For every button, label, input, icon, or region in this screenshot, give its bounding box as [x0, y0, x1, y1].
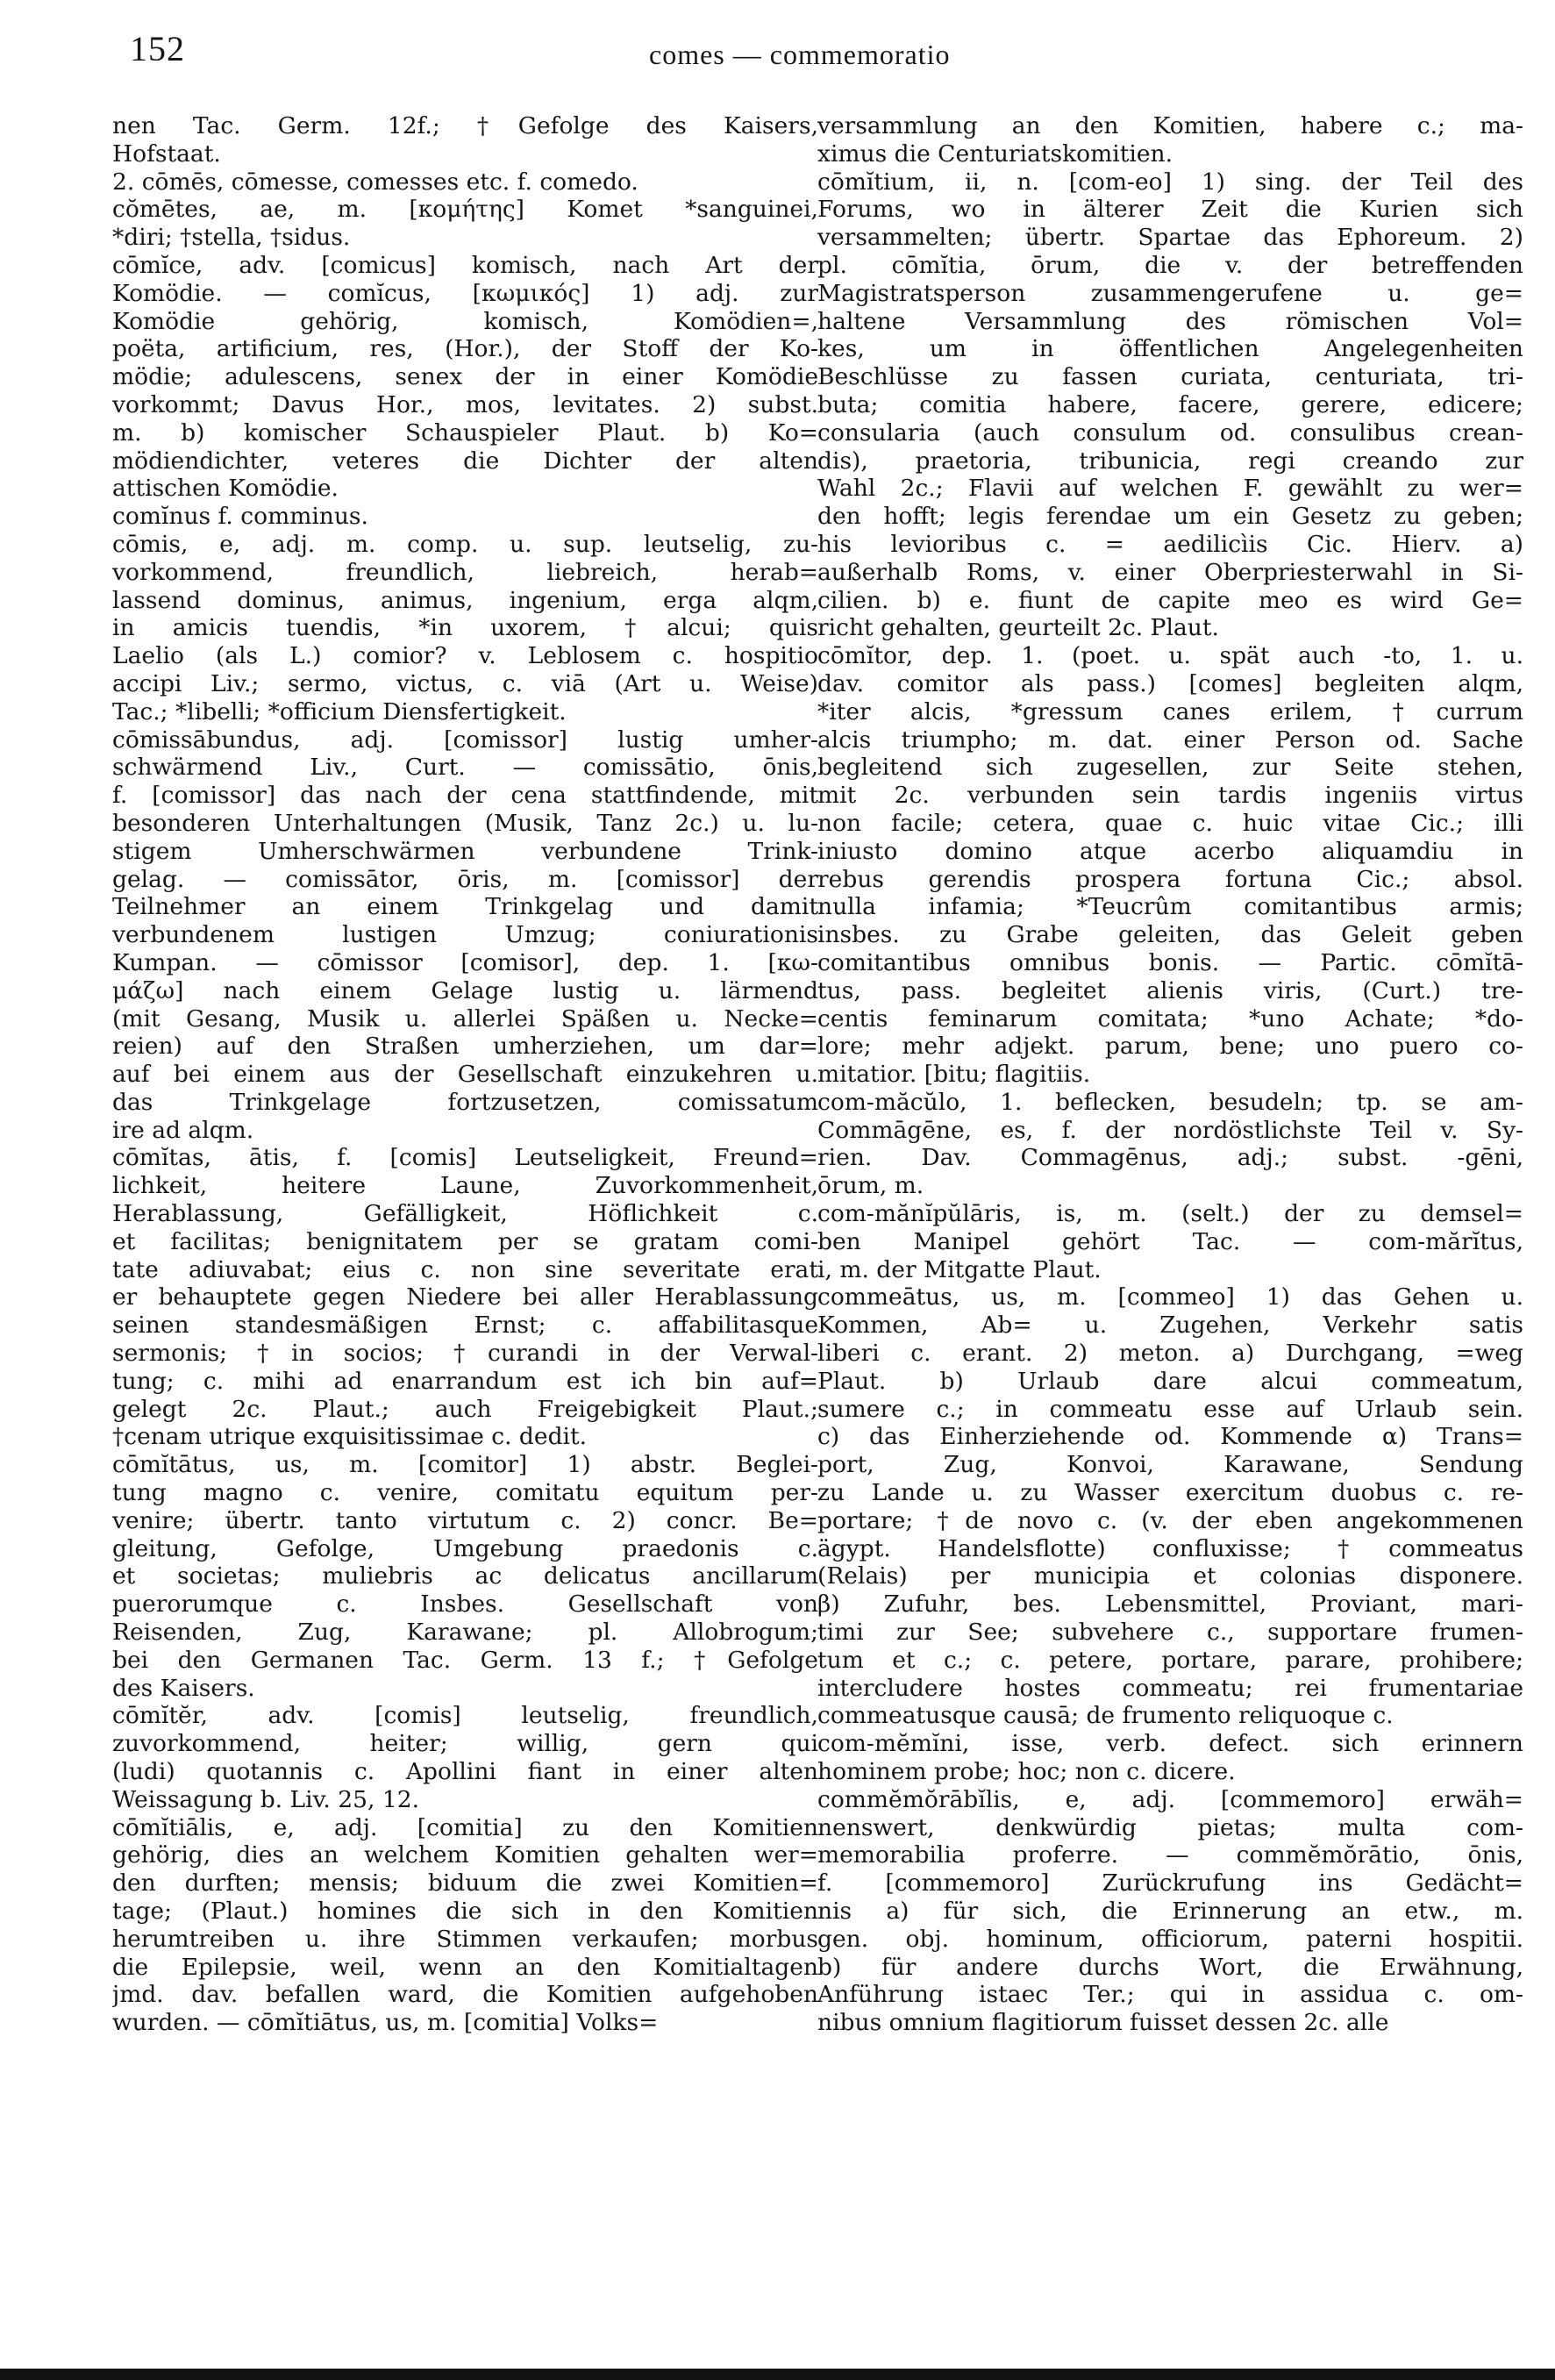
text-line: zuvorkommend, heiter; willig, gern qui — [112, 1730, 818, 1758]
text-line: timi zur See; subvehere c., supportare frumen- — [817, 1619, 1523, 1647]
text-line: *diri; †stella, †sidus. — [112, 224, 351, 252]
text-line: dav. comitor als pass.) [comes] begleiten alqm, — [817, 669, 1523, 697]
page-number: 152 — [130, 29, 185, 68]
text-line: i, m. der Mitgatte Plaut. — [817, 1255, 1102, 1283]
text-line: †cenam utrique exquisitissimae c. dedit. — [112, 1423, 588, 1451]
text-line: Hofstaat. — [112, 139, 221, 168]
text-line: cōmĭce, adv. [comicus] komisch, nach Art der — [112, 251, 818, 279]
text-line: ōrum, m. — [817, 1172, 924, 1200]
text-line: cōmĭtĕr, adv. [comis] leutselig, freundlich, — [112, 1702, 818, 1730]
text-line: β) Zufuhr, bes. Lebensmittel, Proviant, mari- — [817, 1590, 1523, 1619]
text-line: cōmis, e, adj. m. comp. u. sup. leutselig, zu- — [112, 530, 818, 558]
text-line: his levioribus c. = aedilicìis Cic. Hierv. a) — [817, 530, 1523, 558]
text-line: des Kaisers. — [112, 1674, 255, 1702]
text-line: schwärmend Liv., Curt. — comissātio, ōnis, — [112, 754, 818, 782]
text-line: cilien. b) e. fiunt de capite meo es wird Ge= — [817, 586, 1523, 614]
text-line: liberi c. erant. 2) meton. a) Durchgang, =weg — [817, 1340, 1523, 1368]
text-line: cŏmētes, ae, m. [κομήτης] Komet *sanguinei, — [112, 196, 818, 224]
text-line: port, Zug, Konvoi, Karawane, Sendung — [817, 1451, 1523, 1479]
text-line: iniusto domino atque acerbo aliquamdiu in — [817, 837, 1523, 865]
text-line: herumtreiben u. ihre Stimmen verkaufen; morbus — [112, 1925, 818, 1953]
text-line: besonderen Unterhaltungen (Musik, Tanz 2c.) u. lu- — [112, 809, 818, 837]
text-line: com-mănĭpŭlāris, is, m. (selt.) der zu demsel= — [817, 1200, 1523, 1228]
text-line: rien. Dav. Commagēnus, adj.; subst. -gēni, — [817, 1144, 1523, 1172]
text-line: memorabilia proferre. — commĕmŏrātio, ōnis, — [817, 1841, 1523, 1869]
text-line: com-mĕmĭni, isse, verb. defect. sich erinnern — [817, 1730, 1523, 1758]
text-line: (mit Gesang, Musik u. allerlei Späßen u. Necke= — [112, 1004, 818, 1033]
text-line: cōmĭtium, ii, n. [com-eo] 1) sing. der Teil des — [817, 168, 1523, 196]
text-line: non facile; cetera, quae c. huic vitae Cic.; illi — [817, 809, 1523, 837]
text-line: tum et c.; c. petere, portare, parare, prohibere; — [817, 1646, 1523, 1674]
text-line: puerorumque c. Insbes. Gesellschaft von — [112, 1590, 818, 1619]
bottom-rule — [0, 2369, 1555, 2380]
text-line: 2. cōmēs, cōmesse, comesses etc. f. comedo. — [112, 168, 638, 196]
text-line: Laelio (als L.) comior? v. Leblosem c. hospitio — [112, 642, 818, 670]
text-line: Kumpan. — cōmissor [comisor], dep. 1. [κω- — [112, 948, 818, 976]
text-line: vorkommt; Davus Hor., mos, levitates. 2) subst. — [112, 390, 818, 418]
text-line: mödie; adulescens, senex der in einer Komödie — [112, 363, 818, 391]
text-line: Komödie. — comĭcus, [κωμικός] 1) adj. zur — [112, 279, 818, 307]
text-line: gleitung, Gefolge, Umgebung praedonis c. — [112, 1534, 818, 1562]
text-line: rebus gerendis prospera fortuna Cic.; absol. — [817, 865, 1523, 893]
text-line: (ludi) quotannis c. Apollini fiant in einer alten — [112, 1758, 818, 1786]
text-line: consularia (auch consulum od. consulibus crean- — [817, 418, 1523, 447]
text-line: gen. obj. hominum, officiorum, paterni hospitii. — [817, 1925, 1523, 1953]
text-line: sermonis; †in socios; †curandi in der Verwal- — [112, 1340, 818, 1368]
text-line: auf bei einem aus der Gesellschaft einzukehren u. — [112, 1061, 818, 1089]
text-line: (Relais) per municipia et colonias disponere. — [817, 1562, 1523, 1590]
text-line: commeātus, us, m. [commeo] 1) das Gehen u. — [817, 1283, 1523, 1312]
text-line: gelag. — comissātor, ōris, m. [comissor] der — [112, 865, 818, 893]
text-line: ben Manipel gehört Tac. — com-mărĭtus, — [817, 1227, 1523, 1255]
left-column — [112, 112, 818, 2349]
text-line: comitantibus omnibus bonis. — Partic. cōmĭtā- — [817, 948, 1523, 976]
text-line: cōmĭtor, dep. 1. (poet. u. spät auch -to, 1. u. — [817, 642, 1523, 670]
text-line: Teilnehmer an einem Trinkgelag und damit — [112, 893, 818, 921]
text-line: venire; übertr. tanto virtutum c. 2) concr. Be= — [112, 1506, 818, 1534]
text-line: bei den Germanen Tac. Germ. 13 f.; †Gefolge — [112, 1646, 818, 1674]
text-line: Wahl 2c.; Flavii auf welchen F. gewählt zu wer= — [817, 475, 1523, 503]
text-line: insbes. zu Grabe geleiten, das Geleit geben — [817, 921, 1523, 949]
text-line: tung magno c. venire, comitatu equitum per- — [112, 1479, 818, 1507]
text-line: stigem Umherschwärmen verbundene Trink- — [112, 837, 818, 865]
text-line: mitatior. [bitu; flagitiis. — [817, 1061, 1091, 1089]
text-line: begleitend sich zugesellen, zur Seite stehen, — [817, 754, 1523, 782]
text-line: dis), praetoria, tribunicia, regi creando zur — [817, 447, 1523, 475]
text-line: mödiendichter, veteres die Dichter der alten — [112, 447, 818, 475]
text-line: ire ad alqm. — [112, 1116, 254, 1144]
text-line: ximus die Centuriatskomitien. — [817, 139, 1173, 168]
text-line: nibus omnium flagitiorum fuisset dessen 2c. alle — [817, 2009, 1389, 2037]
text-line: haltene Versammlung des römischen Vol= — [817, 307, 1523, 335]
text-line: lore; mehr adjekt. parum, bene; uno puero co- — [817, 1033, 1523, 1061]
text-line: die Epilepsie, weil, wenn an den Komitialtagen — [112, 1953, 818, 1981]
text-line: attischen Komödie. — [112, 475, 339, 503]
text-line: poëta, artificium, res, (Hor.), der Stoff der Ko- — [112, 335, 818, 363]
text-line: lassend dominus, animus, ingenium, erga alqm, — [112, 586, 818, 614]
text-line: et facilitas; benignitatem per se gratam comi- — [112, 1227, 818, 1255]
text-line: Weissagung b. Liv. 25, 12. — [112, 1785, 419, 1813]
text-line: den hofft; legis ferendae um ein Gesetz zu geben; — [817, 503, 1523, 531]
text-line: in amicis tuendis, *in uxorem, †alcui; quis — [112, 614, 818, 642]
text-line: portare; †de novo c. (v. der eben angekommenen — [817, 1506, 1523, 1534]
text-line: Plaut. b) Urlaub dare alcui commeatum, — [817, 1367, 1523, 1395]
text-line: kes, um in öffentlichen Angelegenheiten — [817, 335, 1523, 363]
text-line: nis a) für sich, die Erinnerung an etw., m. — [817, 1898, 1523, 1925]
text-line: jmd. dav. befallen ward, die Komitien aufgehoben — [112, 1981, 818, 2009]
text-line: pl. cōmĭtia, ōrum, die v. der betreffenden — [817, 251, 1523, 279]
text-line: lichkeit, heitere Laune, Zuvorkommenheit, — [112, 1172, 818, 1200]
text-line: gelegt 2c. Plaut.; auch Freigebigkeit Plaut.; — [112, 1395, 818, 1423]
text-line: das Trinkgelage fortzusetzen, comissatum — [112, 1088, 818, 1116]
text-line: Tac.; *libelli; *officium Diensfertigkeit. — [112, 697, 567, 725]
text-line: vorkommend, freundlich, liebreich, herab= — [112, 558, 818, 586]
text-line: reien) auf den Straßen umherziehen, um dar= — [112, 1033, 818, 1061]
text-line: f. [comissor] das nach der cena stattfindende, mit — [112, 782, 818, 810]
text-line: tate adiuvabat; eius c. non sine severitate erat — [112, 1255, 818, 1283]
text-line: c) das Einherziehende od. Kommende α) Trans= — [817, 1423, 1523, 1451]
text-line: buta; comitia habere, facere, gerere, edicere; — [817, 390, 1523, 418]
text-line: b) für andere durchs Wort, die Erwähnung, — [817, 1953, 1523, 1981]
text-line: Forums, wo in älterer Zeit die Kurien sich — [817, 196, 1523, 224]
text-line: verbundenem lustigen Umzug; coniurationis — [112, 921, 818, 949]
text-line: mit 2c. verbunden sein tardis ingeniis virtus — [817, 782, 1523, 810]
text-line: versammelten; übertr. Spartae das Ephoreum. 2) — [817, 224, 1523, 252]
text-line: f. [commemoro] Zurückrufung ins Gedächt= — [817, 1869, 1523, 1898]
text-line: den durften; mensis; biduum die zwei Komitien= — [112, 1869, 818, 1898]
text-line: centis feminarum comitata; *uno Achate; *do- — [817, 1004, 1523, 1033]
running-head: comes — commemoratio — [649, 39, 951, 70]
text-line: sumere c.; in commeatu esse auf Urlaub sein. — [817, 1395, 1523, 1423]
text-line: Magistratsperson zusammengerufene u. ge= — [817, 279, 1523, 307]
text-line: com-măcŭlo, 1. beflecken, besudeln; tp. se am- — [817, 1088, 1523, 1116]
text-line: Commāgēne, es, f. der nordöstlichste Teil v. Sy- — [817, 1116, 1523, 1144]
text-line: accipi Liv.; sermo, victus, c. viā (Art u. Weise) — [112, 669, 818, 697]
text-line: Anführung istaec Ter.; qui in assidua c. om- — [817, 1981, 1523, 2009]
text-line: tage; (Plaut.) homines die sich in den Komitien — [112, 1898, 818, 1925]
text-line: cōmĭtas, ātis, f. [comis] Leutseligkeit, Freund= — [112, 1144, 818, 1172]
text-line: außerhalb Roms, v. einer Oberpriesterwahl in Si- — [817, 558, 1523, 586]
text-line: seinen standesmäßigen Ernst; c. affabilitasque — [112, 1312, 818, 1340]
text-line: zu Lande u. zu Wasser exercitum duobus c. re- — [817, 1479, 1523, 1507]
text-line: ägypt. Handelsflotte) confluxisse; †commeatus — [817, 1534, 1523, 1562]
text-line: tung; c. mihi ad enarrandum est ich bin auf= — [112, 1367, 818, 1395]
text-line: wurden. — cōmĭtiātus, us, m. [comitia] Volks= — [112, 2009, 659, 2037]
text-line: er behauptete gegen Niedere bei aller Herablassung — [112, 1283, 818, 1312]
text-line: richt gehalten, geurteilt 2c. Plaut. — [817, 614, 1219, 642]
text-line: nen Tac. Germ. 12f.; †Gefolge des Kaisers, — [112, 112, 818, 139]
text-line: Reisenden, Zug, Karawane; pl. Allobrogum; — [112, 1619, 818, 1647]
text-line: hominem probe; hoc; non c. dicere. — [817, 1758, 1236, 1786]
text-line: *iter alcis, *gressum canes erilem, †currum — [817, 697, 1523, 725]
text-line: μάζω] nach einem Gelage lustig u. lärmend — [112, 976, 818, 1004]
text-line: Beschlüsse zu fassen curiata, centuriata, tri- — [817, 363, 1523, 391]
text-line: nulla infamia; *Teucrûm comitantibus armis; — [817, 893, 1523, 921]
text-line: cōmĭtātus, us, m. [comitor] 1) abstr. Beglei- — [112, 1451, 818, 1479]
text-line: gehörig, dies an welchem Komitien gehalten wer= — [112, 1841, 818, 1869]
text-line: Kommen, Ab= u. Zugehen, Verkehr satis — [817, 1312, 1523, 1340]
text-line: comĭnus f. comminus. — [112, 503, 368, 531]
text-line: cōmissābundus, adj. [comissor] lustig umher- — [112, 725, 818, 754]
text-line: m. b) komischer Schauspieler Plaut. b) Ko= — [112, 418, 818, 447]
right-column — [817, 112, 1523, 2349]
text-line: intercludere hostes commeatu; rei frumentariae — [817, 1674, 1523, 1702]
text-line: nenswert, denkwürdig pietas; multa com- — [817, 1813, 1523, 1841]
text-line: et societas; muliebris ac delicatus ancillarum — [112, 1562, 818, 1590]
text-line: versammlung an den Komitien, habere c.; ma- — [817, 112, 1523, 139]
text-line: Herablassung, Gefälligkeit, Höflichkeit c. — [112, 1200, 818, 1228]
text-line: Komödie gehörig, komisch, Komödien=, — [112, 307, 818, 335]
text-line: cōmĭtiālis, e, adj. [comitia] zu den Komitien — [112, 1813, 818, 1841]
text-line: tus, pass. begleitet alienis viris, (Curt.) tre- — [817, 976, 1523, 1004]
text-line: commeatusque causā; de frumento reliquoque c. — [817, 1702, 1394, 1730]
text-line: alcis triumpho; m. dat. einer Person od. Sache — [817, 725, 1523, 754]
text-line: commĕmŏrābĭlis, e, adj. [commemoro] erwäh= — [817, 1785, 1523, 1813]
